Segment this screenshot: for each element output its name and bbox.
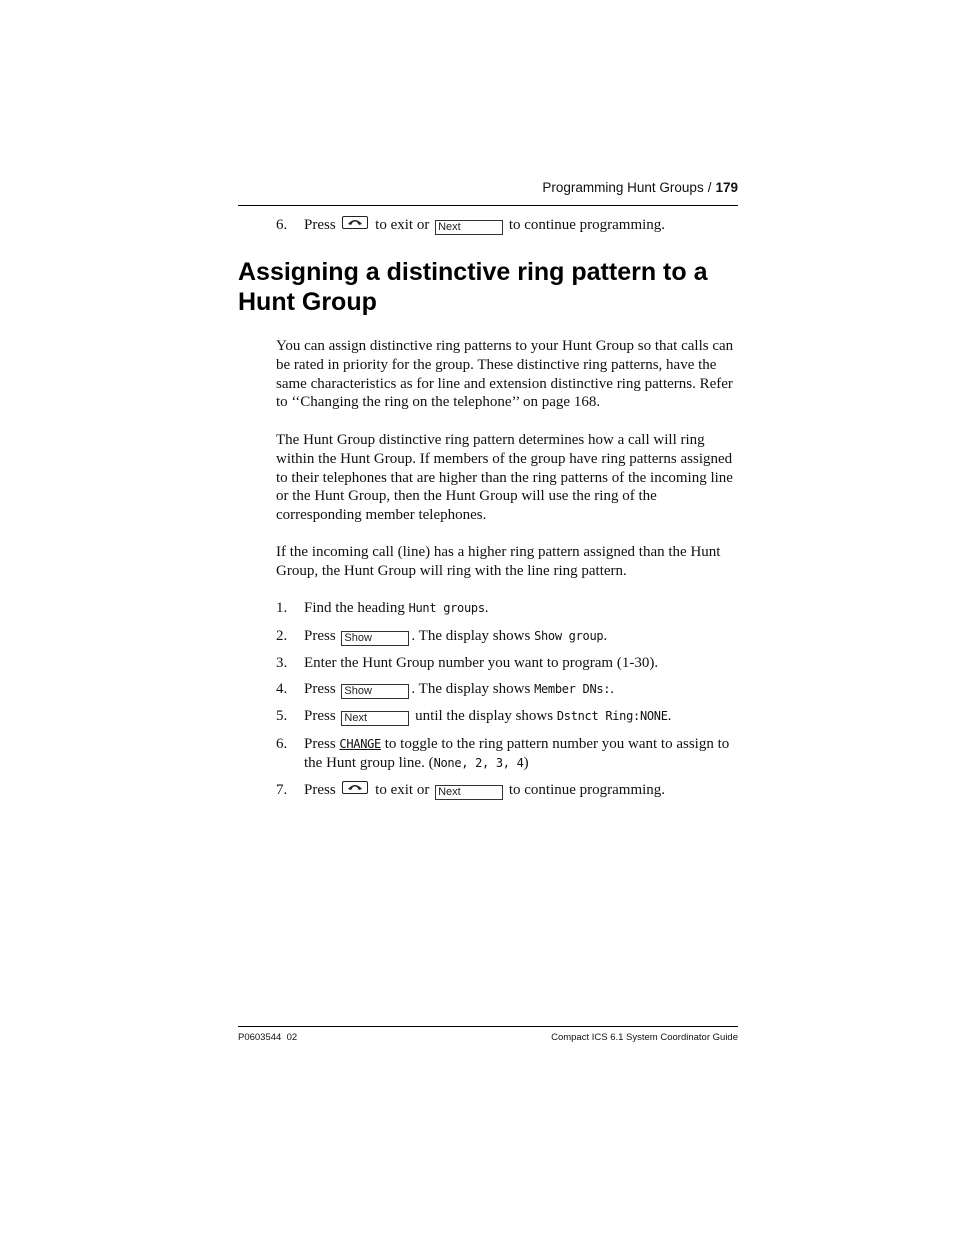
show-key: Show: [341, 684, 409, 699]
step-number: 6.: [276, 736, 288, 752]
step-number: 3.: [276, 655, 288, 671]
step-number: 1.: [276, 600, 288, 616]
step-end-text: to continue programming.: [508, 782, 666, 798]
next-key: Next: [435, 785, 503, 800]
step-text: [304, 680, 738, 699]
step-mid-text: to exit or: [375, 217, 430, 233]
section-heading: Assigning a distinctive ring pattern to a Hunt Group: [238, 258, 708, 316]
release-key-icon: [342, 216, 368, 229]
step-press-word: Press: [304, 736, 340, 752]
display-text: Member DNs:: [534, 682, 611, 696]
options-text: None, 2, 3, 4: [433, 756, 524, 770]
display-text: Dstnct Ring:NONE: [556, 709, 668, 723]
display-text: Hunt groups: [408, 601, 485, 615]
paragraph-2: The Hunt Group distinctive ring pattern determines how a call will ring within the Hunt Group. If members of the group have ring patterns assigned to their telephones that are higher than the ring patterns of the incoming line or the Hunt Group, then the Hunt Group will use the ring of the corresponding member telephones.: [276, 432, 733, 524]
step-mid-text: to exit or: [375, 782, 430, 798]
step-number: 5.: [276, 708, 288, 724]
page-header: [238, 180, 738, 206]
step-end: .: [667, 708, 672, 724]
release-key-icon: [342, 781, 368, 794]
step-number: 6.: [276, 217, 288, 233]
change-softkey: CHANGE: [339, 737, 381, 751]
document-number: P0603544 02: [238, 1032, 298, 1043]
step-press-word: Press: [304, 708, 336, 724]
step-press-word: Press: [304, 681, 336, 697]
show-key: Show: [341, 631, 409, 646]
step-body: . The display shows: [411, 628, 535, 644]
page-number: 179: [715, 180, 738, 195]
header-separator: /: [707, 180, 712, 195]
step-text: [304, 216, 738, 235]
page-footer: [238, 1026, 738, 1043]
step-number: 7.: [276, 782, 288, 798]
step-body: . The display shows: [411, 681, 535, 697]
step-press-word: Press: [304, 628, 336, 644]
step-body: Find the heading: [304, 600, 409, 616]
paragraph-1: You can assign distinctive ring patterns to your Hunt Group so that calls can be rated in priority for the group. These distinctive ring patterns, have the same characteristics as for line and extension distinctive ring patterns. Refer to ‘‘Changing the ring on the telephone’’ on page 168.: [276, 338, 734, 411]
step-end: .: [610, 681, 614, 697]
next-key: Next: [341, 711, 409, 726]
step-text: [304, 707, 738, 726]
step-end: .: [484, 600, 489, 616]
step-press-word: Press: [304, 782, 336, 798]
step-end: .: [603, 628, 608, 644]
step-body: until the display shows: [411, 708, 557, 724]
step-number: 4.: [276, 681, 288, 697]
section-title: Programming Hunt Groups: [542, 180, 704, 195]
step-end: ): [523, 755, 529, 771]
display-text: Show group: [534, 629, 604, 643]
step-text: Enter the Hunt Group number you want to program (1-30).: [304, 655, 659, 671]
next-key: Next: [435, 220, 503, 235]
guide-title: Compact ICS 6.1 System Coordinator Guide: [551, 1032, 738, 1043]
step-press-word: Press: [304, 217, 336, 233]
step-text: [304, 627, 738, 646]
step-end-text: to continue programming.: [508, 217, 666, 233]
step-body: to toggle to the ring pattern number you want to assign to the Hunt group line. (: [304, 736, 730, 771]
step-text: [304, 599, 738, 618]
step-text: [304, 735, 738, 773]
step-number: 2.: [276, 628, 288, 644]
step-text: [304, 781, 738, 800]
paragraph-3: If the incoming call (line) has a higher ring pattern assigned than the Hunt Group, the Hunt Group will ring with the line ring pattern.: [276, 544, 721, 579]
